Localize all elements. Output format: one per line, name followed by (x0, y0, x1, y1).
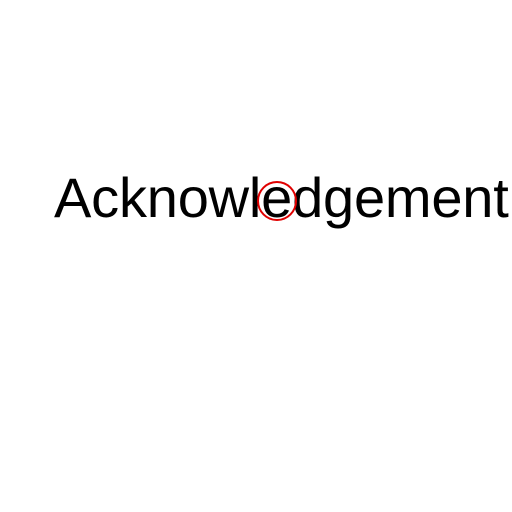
word-text: Acknowledgement (54, 166, 509, 229)
